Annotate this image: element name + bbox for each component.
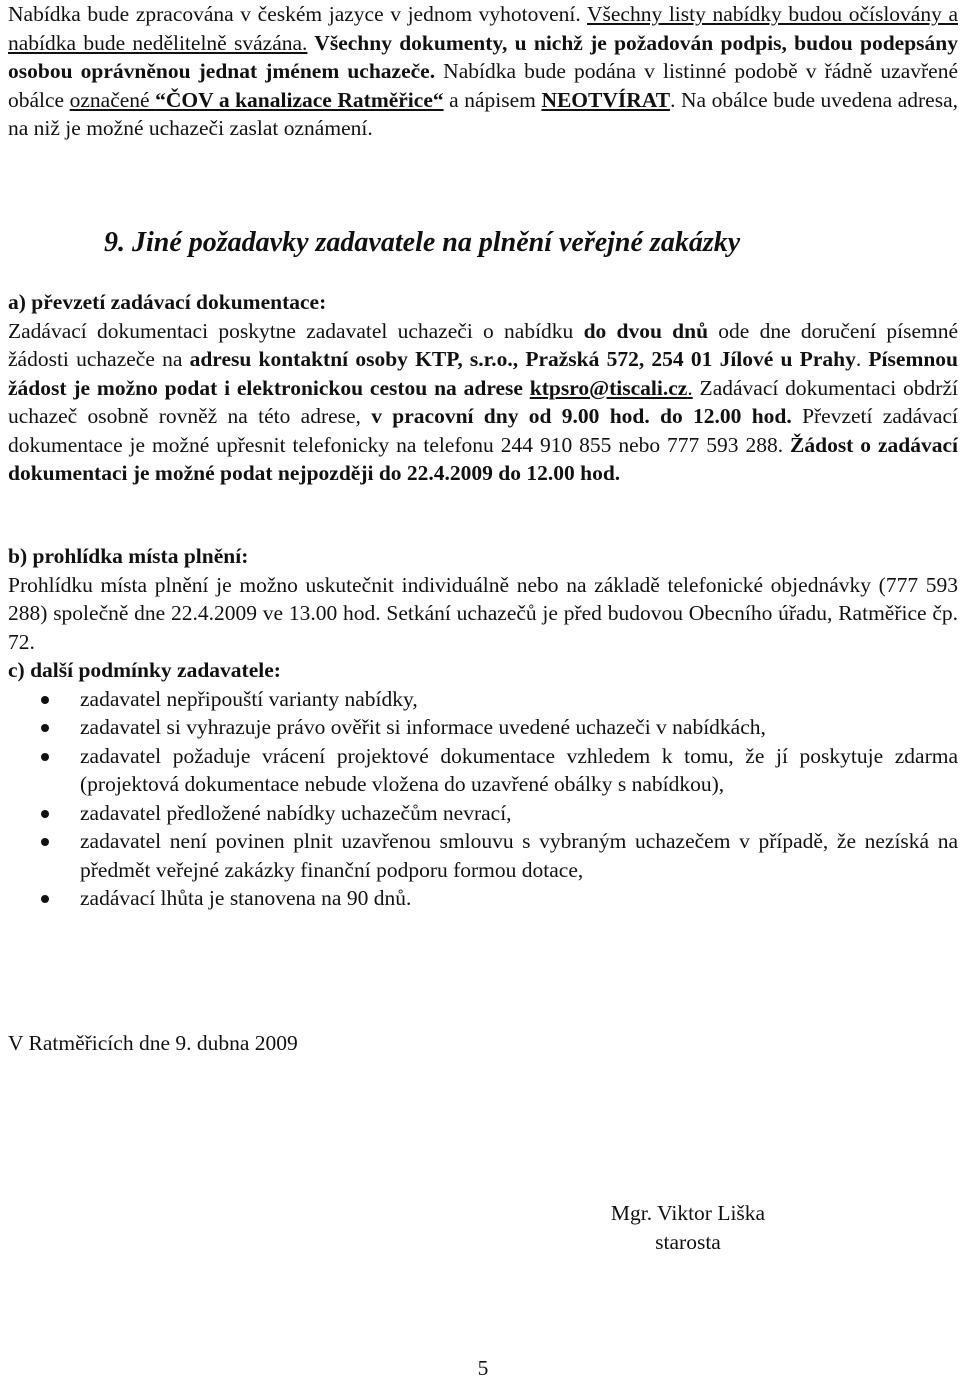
intro-text-5: označené (69, 87, 156, 112)
bullet-icon (41, 838, 49, 846)
intro-text-1: Nabídka bude zpracována v českém jazyce v jednom vyhotovení. (8, 2, 587, 26)
a-working-hours: v pracovní dny od 9.00 hod. do 12.00 hod. (371, 404, 792, 428)
bullet-icon (41, 895, 49, 903)
bullet-icon (41, 724, 49, 732)
a-contact-address: adresu kontaktní osoby KTP, s.r.o., Pražská 572, 254 01 Jílové u Prahy (189, 347, 856, 371)
section-b-paragraph: Prohlídku místa plnění je možno uskutečnit individuálně nebo na základě telefonické objednávky (777 593 288) společně dne 22.4.2009 ve 13.00 hod. Setkání uchazečů je před budovou Obecního úřadu, Ratměřice čp. 72. (8, 572, 958, 654)
a-text-5: . (855, 347, 869, 371)
a-email-link[interactable]: ktpsro@tiscali.cz (529, 375, 688, 400)
intro-text-3: Všechny dokumenty, u nichž je požadován podpis, budou podepsány osobou oprávněnou jednat jménem uchazeče. (8, 30, 958, 83)
list-item (8, 713, 958, 742)
a-text-11: Převzetí zadávací dokumentace je možné upřesnit telefonicky na telefonu 244 910 855 nebo 777 593 288. (8, 404, 958, 457)
signature-block (588, 1199, 788, 1256)
list-item-text: zadavatel nepřipouští varianty nabídky, (80, 686, 418, 711)
signature-name: Mgr. Viktor Liška (610, 1201, 766, 1225)
list-item-text: zadavatel předložené nabídky uchazečům nevrací, (80, 800, 512, 825)
section-c-heading: c) další podmínky zadavatele: (8, 658, 281, 682)
intro-text-7: a nápisem (443, 87, 542, 112)
intro-text-9: . Na obálce bude uvedena adresa, na niž je možné uchazeči zaslat oznámení. (8, 87, 958, 140)
bullet-icon (41, 753, 49, 761)
list-item (8, 685, 958, 714)
signature-role: starosta (655, 1229, 721, 1254)
a-text-9: Zadávací dokumentaci obdrží uchazeč osobně rovněž na této adrese, (8, 375, 958, 428)
a-text-3: ode dne doručení písemné žádosti uchazeče na (8, 318, 959, 371)
list-item-text: zadavatel není povinen plnit uzavřenou smlouvu s vybraným uchazečem v případě, že nezíská na předmět veřejné zakázky finanční podporu formou dotace, (80, 829, 958, 882)
section-9-heading: 9. Jiné požadavky zadavatele na plnění veřejné zakázky (104, 227, 741, 258)
list-item-text: zadavatel požaduje vrácení projektové dokumentace vzhledem k tomu, že jí poskytuje zdarma (projektová dokumentace nebude vložena do uzavřené obálky s nabídkou), (80, 743, 958, 796)
intro-paragraph (8, 0, 958, 143)
section-b-heading: b) prohlídka místa plnění: (8, 544, 249, 568)
a-text-8: . (687, 375, 693, 400)
list-item (8, 742, 958, 799)
conditions-list (8, 685, 958, 913)
intro-text-4: Nabídka bude podána v listinné podobě v řádně uzavřené obálce (8, 59, 958, 112)
a-text-6: Písemnou žádost je možno podat i elektronickou cestou na adrese (8, 347, 959, 400)
intro-envelope-label: “ČOV a kanalizace Ratměřice“ (155, 87, 444, 112)
place-and-date: V Ratměřicích dne 9. dubna 2009 (8, 1031, 298, 1055)
a-two-days: do dvou dnů (583, 318, 709, 343)
list-item-text: zadavatel si vyhrazuje právo ověřit si informace uvedené uchazeči v nabídkách, (80, 715, 766, 739)
a-text-1: Zadávací dokumentaci poskytne zadavatel uchazeči o nabídku (8, 318, 584, 343)
a-deadline: Žádost o zadávací dokumentaci je možné podat nejpozději do 22.4.2009 do 12.00 hod. (8, 432, 958, 485)
section-a-paragraph (8, 317, 958, 488)
section-a-heading: a) převzetí zadávací dokumentace: (8, 290, 327, 314)
section-b (8, 542, 958, 656)
page-number: 5 (477, 1356, 489, 1380)
list-item (8, 827, 958, 884)
section-c (8, 656, 958, 913)
intro-do-not-open: NEOTVÍRAT (541, 87, 671, 112)
intro-text-2: Všechny listy nabídky budou očíslovány a nabídka bude nedělitelně svázána. (8, 2, 958, 55)
list-item-text: zadávací lhůta je stanovena na 90 dnů. (80, 886, 412, 910)
list-item (8, 884, 958, 913)
list-item (8, 799, 958, 828)
bullet-icon (41, 696, 49, 704)
bullet-icon (41, 810, 49, 818)
section-a (8, 288, 958, 488)
